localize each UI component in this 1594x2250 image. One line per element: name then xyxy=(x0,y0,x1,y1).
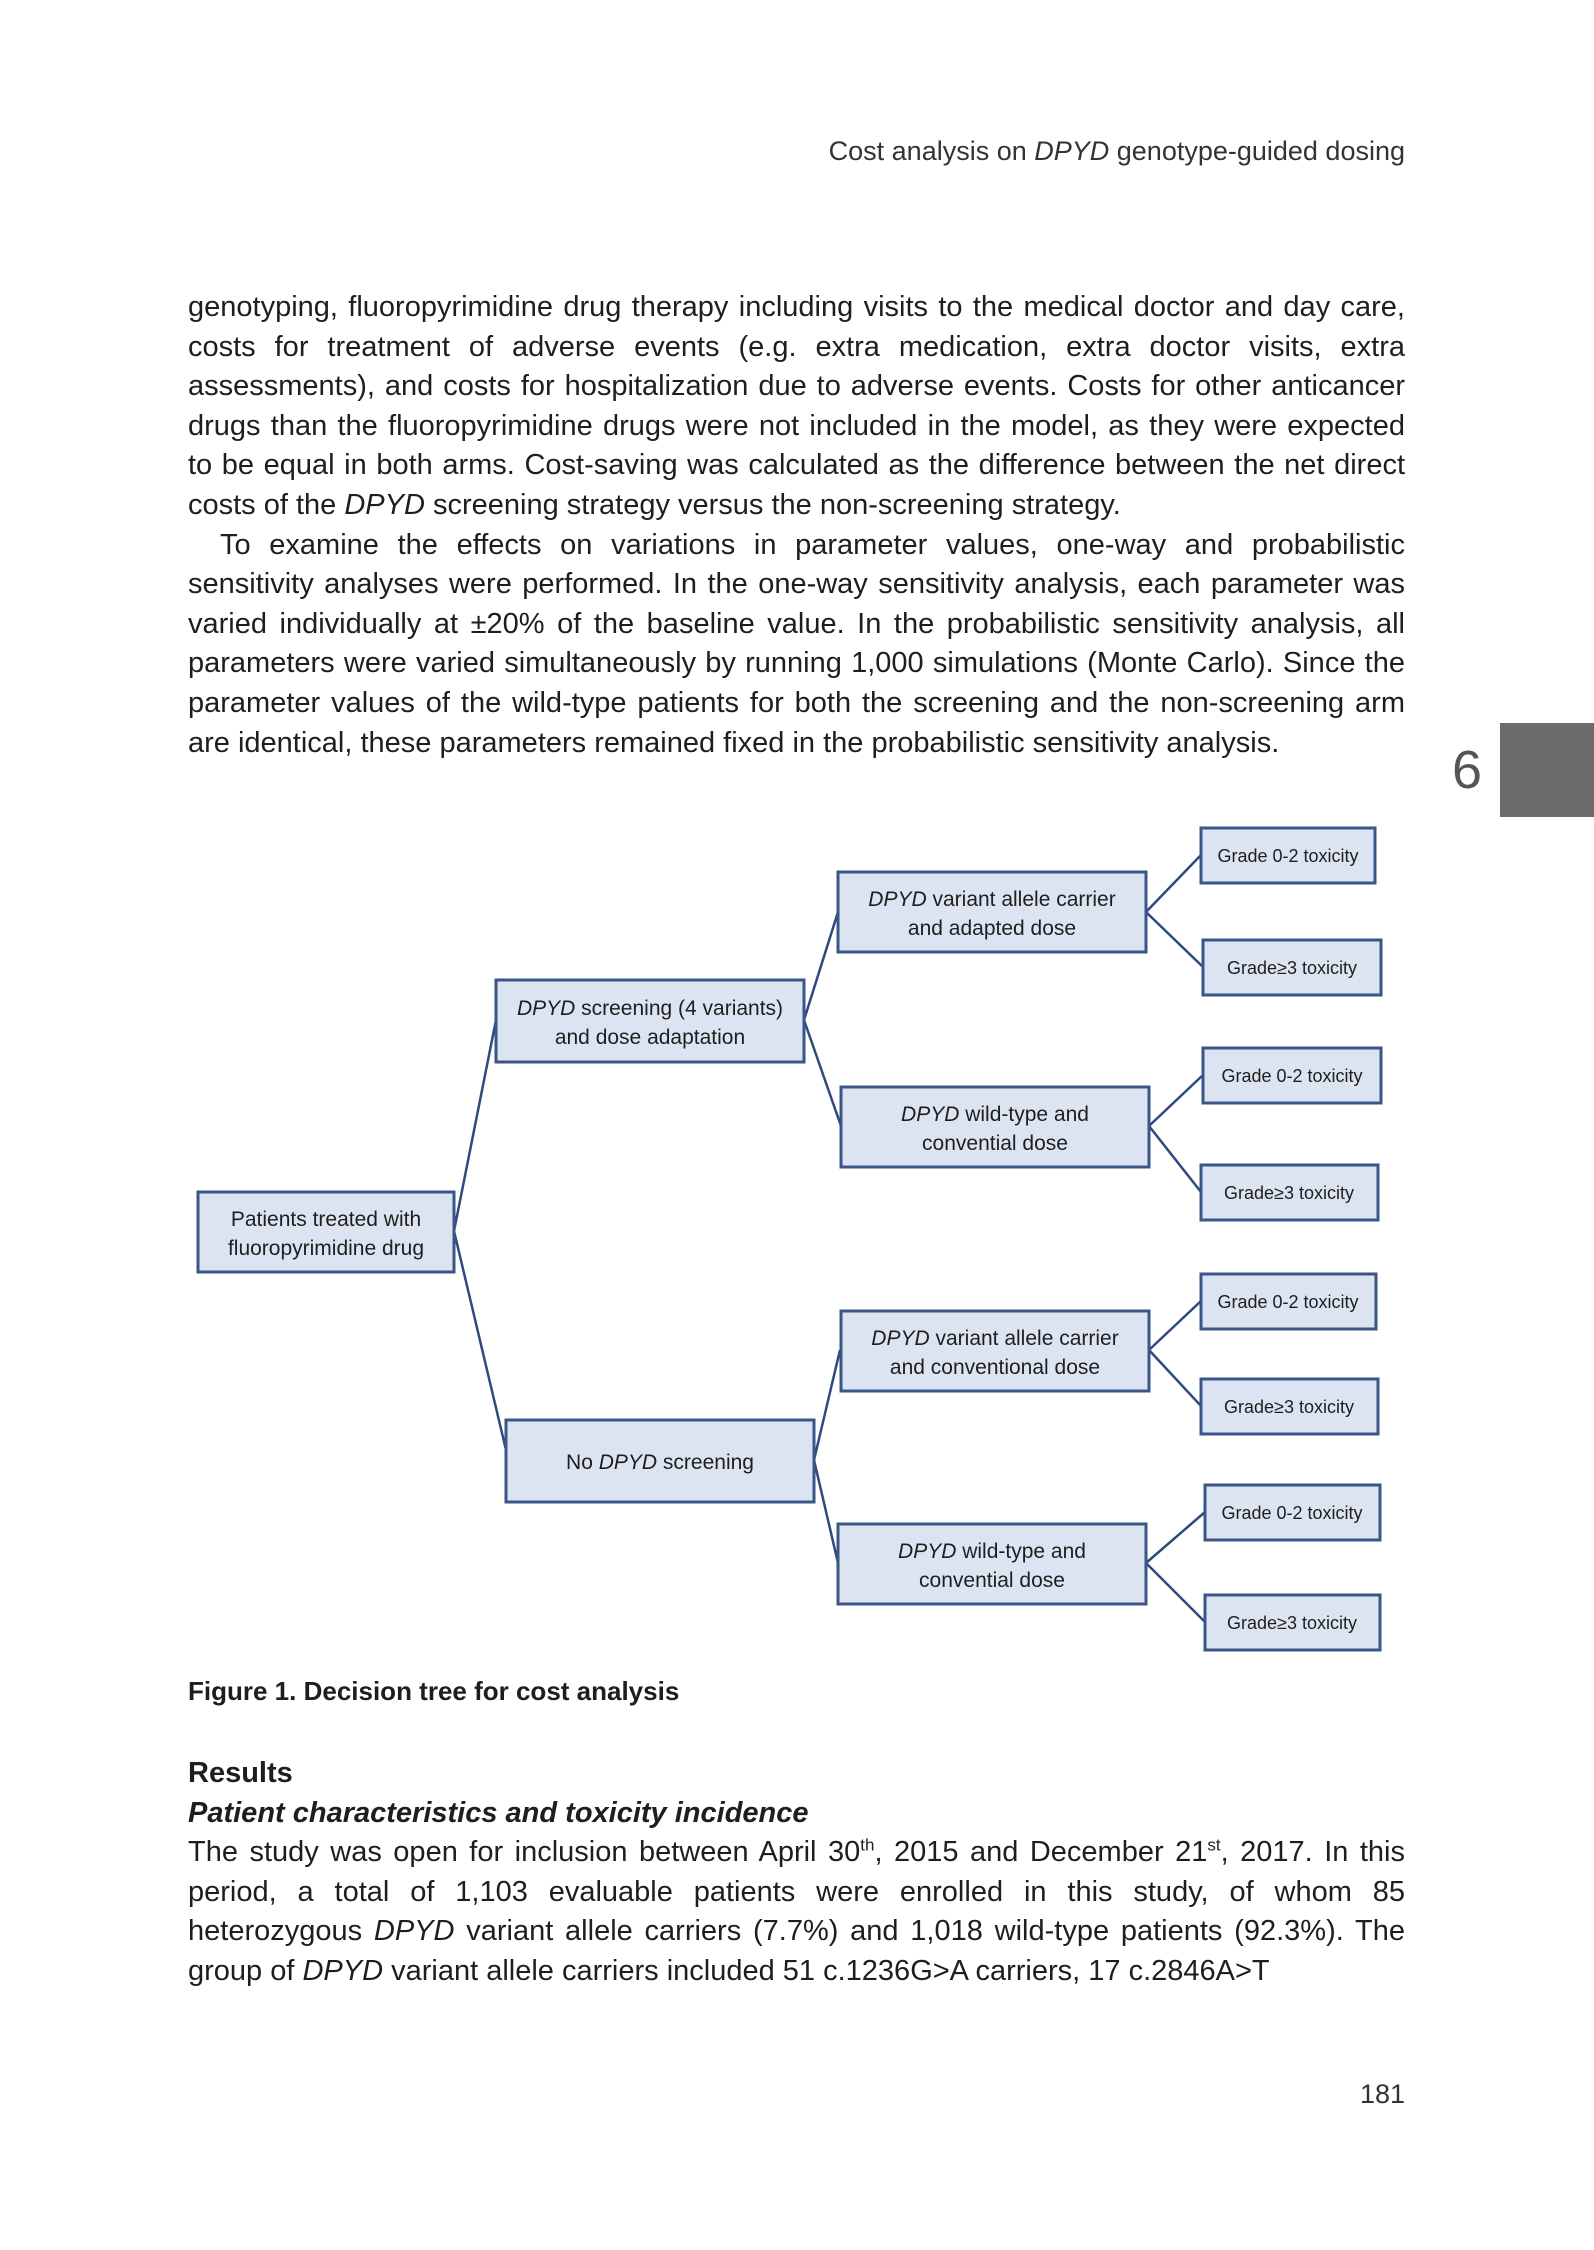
edge-screening-carrier xyxy=(804,912,838,1020)
edge-leaf-8 xyxy=(1146,1563,1205,1622)
node-root-line1: Patients treated with xyxy=(230,1208,422,1231)
node-carrier-conventional xyxy=(841,1311,1149,1391)
paragraph-costs-part2: screening strategy versus the non-screening strategy. xyxy=(424,488,1121,521)
node-wild-type-2-line2: convential dose xyxy=(919,1569,1065,1592)
edge-leaf-3 xyxy=(1149,1075,1203,1126)
leaf-1-label: Grade 0-2 toxicity xyxy=(1217,846,1359,866)
node-root xyxy=(198,1192,454,1272)
leaf-4 xyxy=(1201,1165,1378,1220)
edge-screening-wildtype xyxy=(804,1020,841,1126)
node-screening xyxy=(496,980,804,1062)
enrollment-sup2: st xyxy=(1207,1835,1221,1855)
leaf-1 xyxy=(1201,828,1375,883)
paragraph-sensitivity: To examine the effects on variations in parameter values, one-way and probabilistic sensitivity analyses were performed. In the one-way sensitivity analysis, each parameter was varied individually at ±20% of the baseline value. In the probabilistic sensitivity analysis, all parameters were varied simultaneously by running 1,000 simulations (Monte Carlo). Since the parameter values of the wild-type patients for both the screening and the non-screening arm are identical, these parameters remained fixed in the probabilistic sensitivity analysis. xyxy=(188,528,1405,759)
edge-leaf-1 xyxy=(1146,855,1201,912)
enrollment-gene-2: DPYD xyxy=(302,1954,384,1987)
node-no-screening xyxy=(506,1420,814,1502)
node-carrier-adapted-line2: and adapted dose xyxy=(907,917,1077,940)
node-screening-line1: DPYD screening (4 variants) xyxy=(516,997,784,1020)
enrollment-gene-1: DPYD xyxy=(373,1915,455,1948)
leaf-3 xyxy=(1203,1048,1381,1103)
running-header-suffix: genotype-guided dosing xyxy=(1109,136,1405,166)
figure-caption: Figure 1. Decision tree for cost analysis xyxy=(188,1676,680,1706)
paragraph-costs-part1: genotyping, fluoropyrimidine drug therapy including visits to the medical doctor and day care, costs for treatment of adverse events (e.g. extra medication, extra doctor visits, extra assessments), and costs for hospitalization due to adverse events. Costs for other anticancer drugs than the fluoropyrimidine drugs were not included in the model, as they were expected to be equal in both arms. Cost-saving was calculated as the difference between the net direct costs of the xyxy=(188,291,1405,521)
leaf-2-label: Grade≥3 toxicity xyxy=(1227,958,1357,978)
enrollment-e: variant allele carriers included 51 c.1236G>A carriers, 17 c.2846A>T xyxy=(383,1954,1270,1987)
leaf-6-label: Grade≥3 toxicity xyxy=(1224,1397,1354,1417)
edge-root-no-screening xyxy=(454,1231,506,1450)
results-text xyxy=(188,1833,1405,1991)
edge-leaf-6 xyxy=(1149,1350,1201,1406)
leaf-7 xyxy=(1205,1485,1380,1540)
leaf-3-label: Grade 0-2 toxicity xyxy=(1221,1066,1363,1086)
subsection-heading: Patient characteristics and toxicity incidence xyxy=(188,1797,809,1829)
node-wild-type-1-line2: convential dose xyxy=(922,1132,1068,1155)
node-carrier-adapted-line1: DPYD variant allele carrier xyxy=(868,888,1116,911)
leaf-4-label: Grade≥3 toxicity xyxy=(1224,1183,1354,1203)
tree-edges xyxy=(454,855,1205,1622)
leaf-8 xyxy=(1205,1595,1380,1650)
paragraph-costs-gene: DPYD xyxy=(344,488,425,521)
running-header-gene: DPYD xyxy=(1034,136,1110,166)
edge-leaf-5 xyxy=(1149,1301,1201,1350)
edge-leaf-4 xyxy=(1149,1126,1201,1192)
node-no-screening-label: No DPYD screening xyxy=(566,1451,754,1474)
node-carrier-adapted xyxy=(838,872,1146,952)
page-number: 181 xyxy=(1359,2079,1405,2109)
node-root-line2: fluoropyrimidine drug xyxy=(227,1237,425,1260)
node-screening-line2: and dose adaptation xyxy=(554,1026,746,1049)
running-header-prefix: Cost analysis on xyxy=(828,136,1035,166)
enrollment-c: , 2017. In this period, a total of 1,103 evaluable patients were enrolled in this study, of whom 85 heterozygous xyxy=(188,1836,1405,1948)
leaf-5-label: Grade 0-2 toxicity xyxy=(1217,1292,1359,1312)
leaf-7-label: Grade 0-2 toxicity xyxy=(1221,1503,1363,1523)
node-carrier-conventional-line2: and conventional dose xyxy=(889,1356,1101,1379)
node-wild-type-1-line1: DPYD wild-type and xyxy=(901,1103,1089,1126)
edge-noscreen-wildtype xyxy=(814,1460,838,1563)
node-wild-type-2-line1: DPYD wild-type and xyxy=(898,1540,1086,1563)
node-carrier-conventional-line1: DPYD variant allele carrier xyxy=(871,1327,1119,1350)
edge-leaf-2 xyxy=(1146,912,1203,967)
node-wild-type-2 xyxy=(838,1524,1146,1604)
edge-root-screening xyxy=(454,1020,496,1231)
chapter-number: 6 xyxy=(1452,740,1483,800)
leaf-2 xyxy=(1203,940,1381,995)
node-wild-type-1 xyxy=(841,1087,1149,1167)
leaf-8-label: Grade≥3 toxicity xyxy=(1227,1613,1357,1633)
paragraph-enrollment xyxy=(188,1833,1405,1991)
results-heading: Results xyxy=(188,1757,293,1789)
enrollment-b: , 2015 and December 21 xyxy=(874,1836,1208,1868)
leaf-5 xyxy=(1201,1274,1376,1329)
edge-noscreen-carrier xyxy=(814,1350,840,1460)
enrollment-d: variant allele carriers (7.7%) and 1,018 wild-type patients (92.3%). The group of xyxy=(188,1915,1406,1987)
enrollment-a: The study was open for inclusion between April 30 xyxy=(188,1836,861,1868)
enrollment-sup1: th xyxy=(860,1835,875,1855)
leaf-6 xyxy=(1201,1379,1378,1434)
edge-leaf-7 xyxy=(1146,1512,1205,1563)
